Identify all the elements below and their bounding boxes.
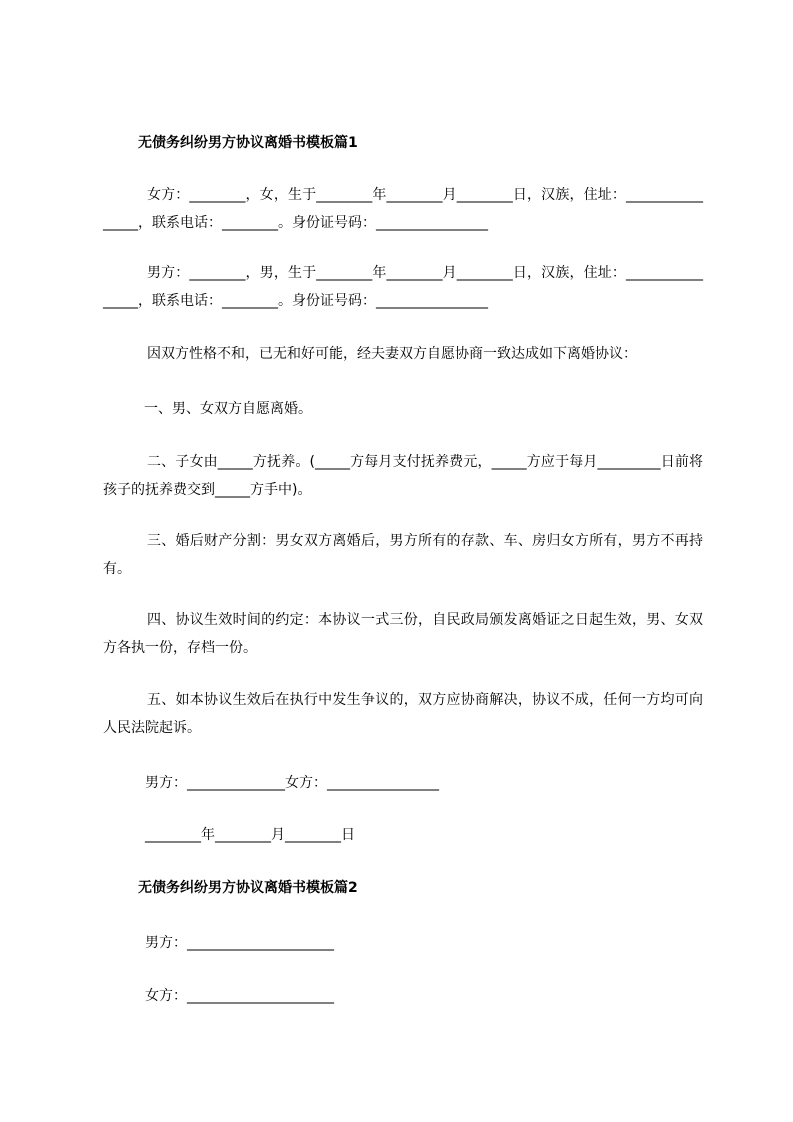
- section-heading-1: 无债务纠纷男方协议离婚书模板篇1: [138, 135, 358, 151]
- female-party-line: 女方：_____________________: [145, 988, 334, 1004]
- male-party-line: 男方：_____________________: [145, 935, 334, 951]
- clause-3: 三、婚后财产分割：男女双方离婚后，男方所有的存款、车、房归女方所有，男方不再持有。: [103, 533, 703, 577]
- clause-5: 五、如本协议生效后在执行中发生争议的，双方应协商解决，协议不成，任何一方均可向人民法院起诉。: [103, 692, 703, 736]
- section-heading-2: 无债务纠纷男方协议离婚书模板篇2: [138, 880, 358, 896]
- agreement-intro: 因双方性格不和，已无和好可能，经夫妻双方自愿协商一致达成如下离婚协议：: [147, 346, 637, 362]
- female-party-info: 女方：________，女，生于________年________月________日，汉族，住址：________________，联系电话：________。身份证号码：________________: [103, 187, 703, 231]
- signature-line: 男方：______________女方：________________: [145, 775, 439, 791]
- male-party-info: 男方：________，男，生于________年________月________日，汉族，住址：________________，联系电话：________。身份证号码：________________: [103, 265, 703, 309]
- date-line: ________年________月________日: [145, 827, 355, 843]
- clause-4: 四、协议生效时间的约定：本协议一式三份，自民政局颁发离婚证之日起生效，男、女双方各执一份，存档一份。: [103, 612, 703, 656]
- clause-1: 一、男、女双方自愿离婚。: [144, 401, 312, 417]
- clause-2: 二、子女由_____方抚养。(_____方每月支付抚养费元，_____方应于每月_________日前将孩子的抚养费交到_____方手中)。: [103, 454, 703, 498]
